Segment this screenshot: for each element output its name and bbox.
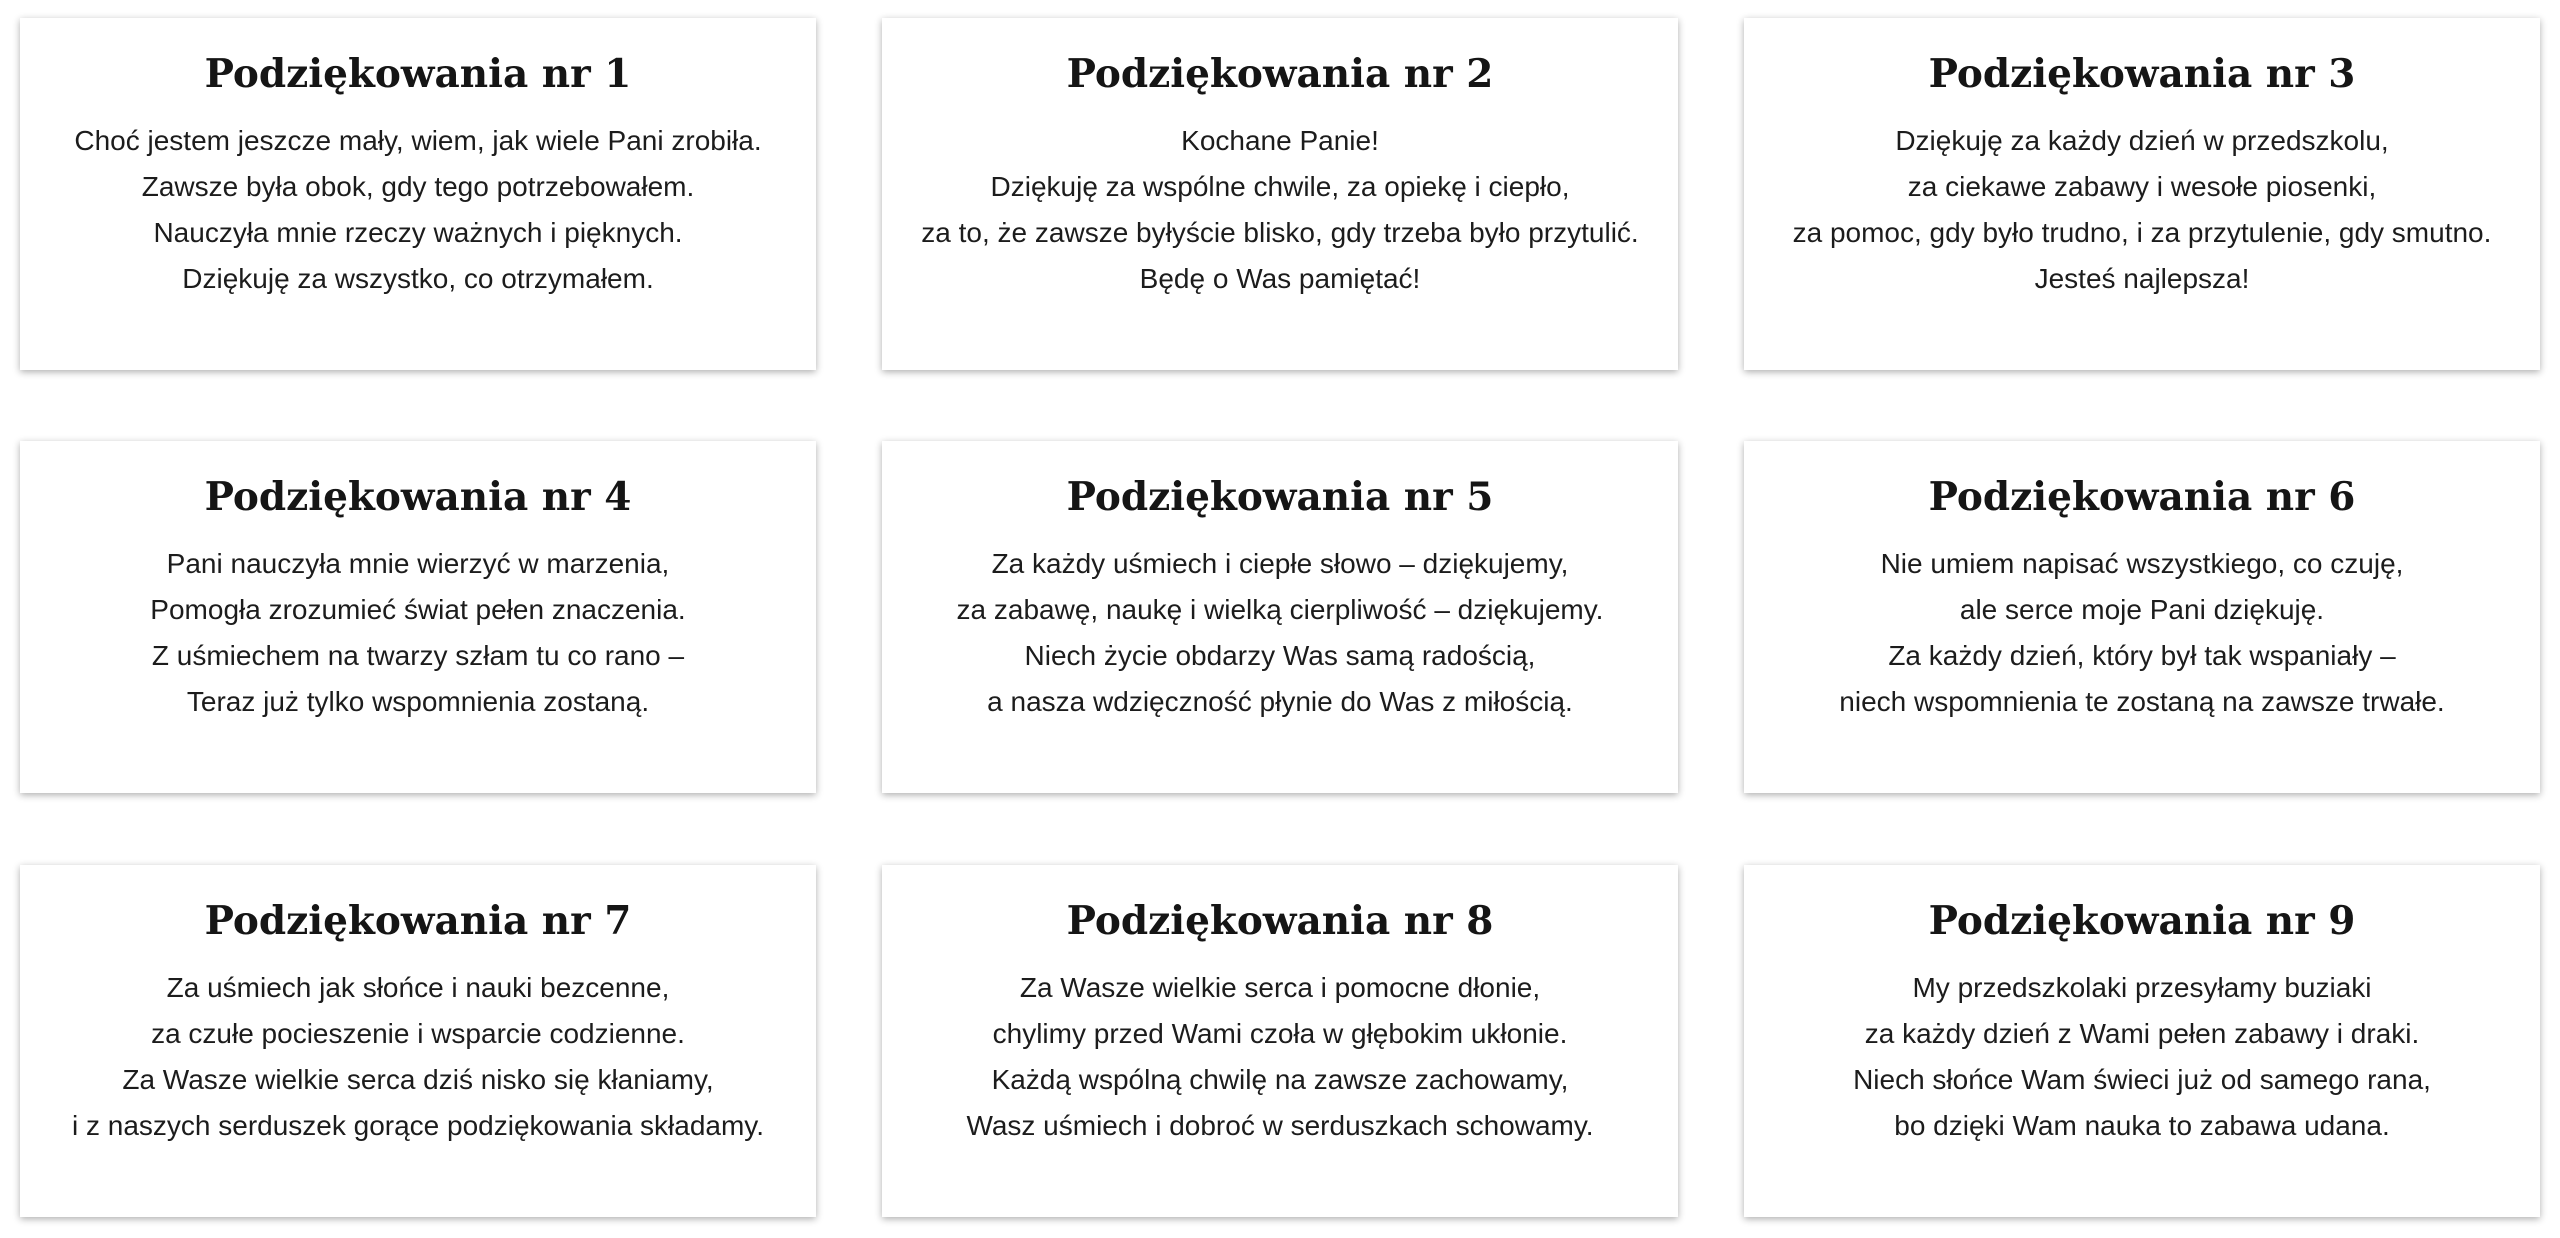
card-title: Podziękowania nr 2 bbox=[1066, 51, 1494, 97]
card-text bbox=[1744, 541, 2540, 725]
card-text-line: Pani nauczyła mnie wierzyć w marzenia, bbox=[166, 548, 670, 579]
card-text-line: chylimy przed Wami czoła w głębokim ukłonie. bbox=[992, 1018, 1568, 1049]
card-text-line: Każdą wspólną chwilę na zawsze zachowamy, bbox=[991, 1064, 1569, 1095]
card-text-line: Za uśmiech jak słońce i nauki bezcenne, bbox=[166, 972, 670, 1003]
card-text-line: Dziękuję za wszystko, co otrzymałem. bbox=[182, 263, 654, 294]
card-text-line: Kochane Panie! bbox=[1181, 125, 1379, 156]
card-title: Podziękowania nr 3 bbox=[1928, 51, 2356, 97]
card-text-line: Wasz uśmiech i dobroć w serduszkach schowamy. bbox=[966, 1110, 1594, 1141]
thank-you-card-2 bbox=[882, 18, 1678, 370]
card-text-line: Jesteś najlepsza! bbox=[2034, 263, 2250, 294]
card-text-line: niech wspomnienia te zostaną na zawsze trwałe. bbox=[1839, 686, 2445, 717]
card-text bbox=[20, 965, 816, 1149]
card-text-line: Za każdy uśmiech i ciepłe słowo – dziękujemy, bbox=[991, 548, 1569, 579]
card-text-line: za każdy dzień z Wami pełen zabawy i draki. bbox=[1864, 1018, 2420, 1049]
card-text-line: My przedszkolaki przesyłamy buziaki bbox=[1912, 972, 2372, 1003]
card-text-line: za zabawę, naukę i wielką cierpliwość – dziękujemy. bbox=[956, 594, 1604, 625]
thank-you-card-5 bbox=[882, 441, 1678, 793]
card-title: Podziękowania nr 5 bbox=[1066, 474, 1494, 520]
card-text-line: Dziękuję za każdy dzień w przedszkolu, bbox=[1895, 125, 2389, 156]
thank-you-card-9 bbox=[1744, 865, 2540, 1217]
card-title: Podziękowania nr 1 bbox=[204, 51, 632, 97]
card-text-line: Pomogła zrozumieć świat pełen znaczenia. bbox=[150, 594, 686, 625]
card-text-line: Zawsze była obok, gdy tego potrzebowałem. bbox=[141, 171, 695, 202]
card-text-line: Za Wasze wielkie serca dziś nisko się kłaniamy, bbox=[122, 1064, 714, 1095]
thank-you-card-7 bbox=[20, 865, 816, 1217]
card-text-line: bo dzięki Wam nauka to zabawa udana. bbox=[1894, 1110, 2390, 1141]
card-text-line: Będę o Was pamiętać! bbox=[1139, 263, 1421, 294]
card-text-line: Za Wasze wielkie serca i pomocne dłonie, bbox=[1019, 972, 1541, 1003]
card-text-line: za czułe pocieszenie i wsparcie codzienne. bbox=[151, 1018, 685, 1049]
thank-you-card-6 bbox=[1744, 441, 2540, 793]
card-text bbox=[1744, 965, 2540, 1149]
card-text-line: za ciekawe zabawy i wesołe piosenki, bbox=[1907, 171, 2377, 202]
card-text-line: Z uśmiechem na twarzy szłam tu co rano – bbox=[151, 640, 685, 671]
card-text-line: za pomoc, gdy było trudno, i za przytulenie, gdy smutno. bbox=[1792, 217, 2492, 248]
card-text-line: Niech życie obdarzy Was samą radością, bbox=[1024, 640, 1536, 671]
card-text bbox=[1744, 118, 2540, 302]
thank-you-card-1 bbox=[20, 18, 816, 370]
card-title: Podziękowania nr 7 bbox=[204, 898, 632, 944]
thank-you-card-8 bbox=[882, 865, 1678, 1217]
card-text bbox=[20, 118, 816, 302]
card-text-line: Nie umiem napisać wszystkiego, co czuję, bbox=[1880, 548, 2404, 579]
card-text-line: ale serce moje Pani dziękuję. bbox=[1959, 594, 2325, 625]
card-title: Podziękowania nr 8 bbox=[1066, 898, 1494, 944]
card-title: Podziękowania nr 6 bbox=[1928, 474, 2356, 520]
card-text bbox=[20, 541, 816, 725]
card-text-line: Dziękuję za wspólne chwile, za opiekę i ciepło, bbox=[990, 171, 1570, 202]
thank-you-card-4 bbox=[20, 441, 816, 793]
card-text bbox=[882, 965, 1678, 1149]
card-text bbox=[882, 118, 1678, 302]
card-text-line: a nasza wdzięczność płynie do Was z miłością. bbox=[987, 686, 1573, 717]
card-text-line: za to, że zawsze byłyście blisko, gdy trzeba było przytulić. bbox=[921, 217, 1639, 248]
card-text-line: Choć jestem jeszcze mały, wiem, jak wiele Pani zrobiła. bbox=[74, 125, 762, 156]
card-text-line: i z naszych serduszek gorące podziękowania składamy. bbox=[71, 1110, 765, 1141]
card-text bbox=[882, 541, 1678, 725]
card-text-line: Teraz już tylko wspomnienia zostaną. bbox=[186, 686, 650, 717]
card-text-line: Niech słońce Wam świeci już od samego rana, bbox=[1853, 1064, 2431, 1095]
card-title: Podziękowania nr 4 bbox=[204, 474, 632, 520]
card-title: Podziękowania nr 9 bbox=[1928, 898, 2356, 944]
card-text-line: Nauczyła mnie rzeczy ważnych i pięknych. bbox=[153, 217, 683, 248]
thank-you-card-3 bbox=[1744, 18, 2540, 370]
card-text-line: Za każdy dzień, który był tak wspaniały – bbox=[1888, 640, 2396, 671]
